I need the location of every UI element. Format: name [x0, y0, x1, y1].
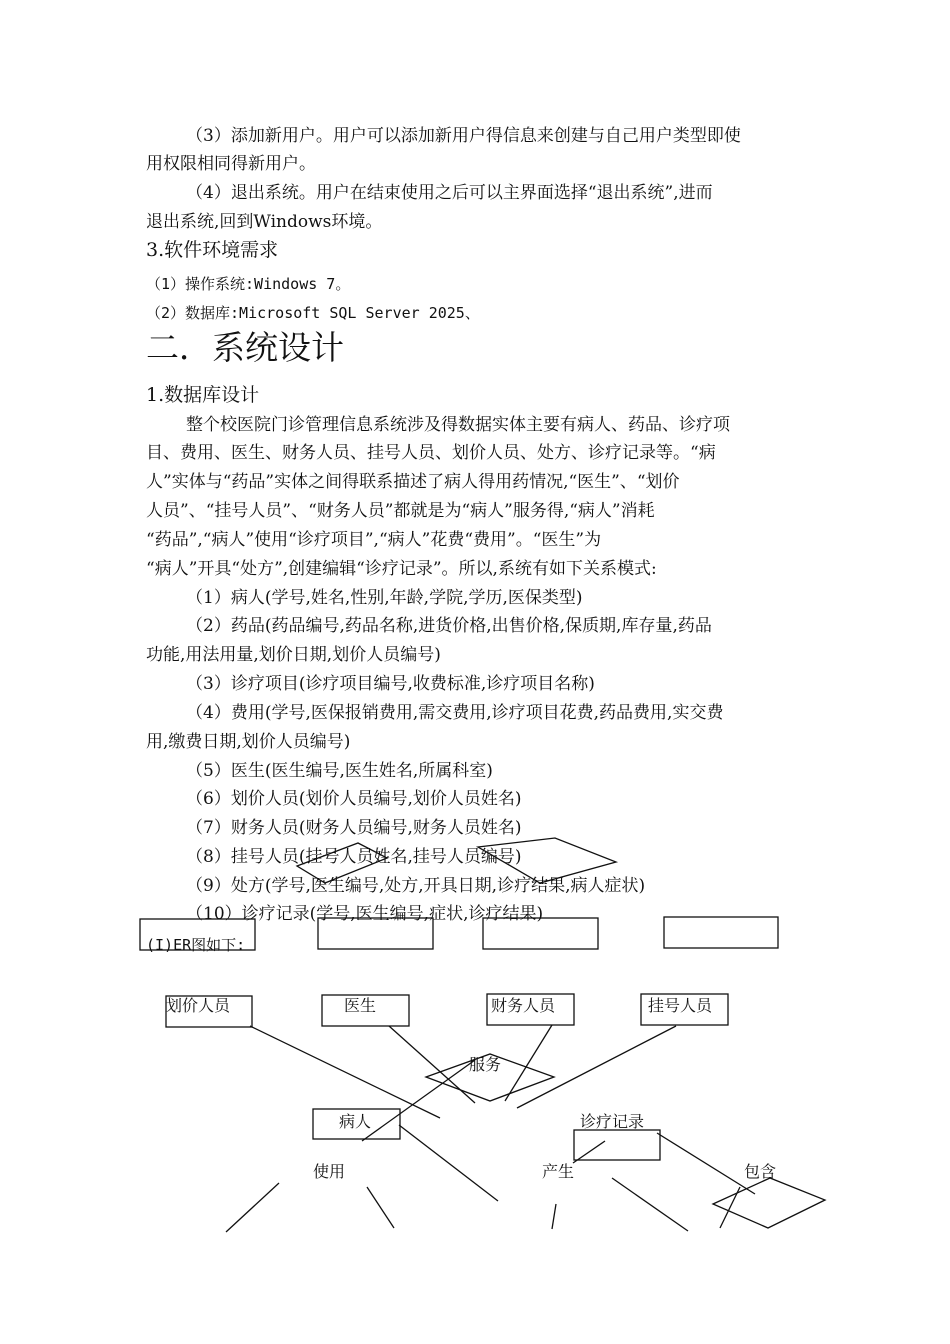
para-entities-5: “药品”,“病人”使用“诊疗项目”,“病人”花费“费用”。“医生”为 — [146, 530, 602, 550]
line-patient-service — [362, 1060, 475, 1141]
schema-fee-2: 用,缴费日期,划价人员编号) — [146, 732, 351, 752]
empty-box-2 — [318, 918, 433, 949]
schema-finance: （7）财务人员(财务人员编号,财务人员姓名) — [186, 818, 522, 838]
line-record-contain — [657, 1133, 755, 1194]
line-contain-down — [720, 1187, 740, 1228]
relation-label-service: 服务 — [469, 1055, 502, 1074]
line-pricer-service — [250, 1026, 440, 1118]
relation-label-use: 使用 — [313, 1162, 346, 1181]
schema-prescription: （9）处方(学号,医生编号,处方,开具日期,诊疗结果,病人症状) — [186, 876, 646, 896]
er-caption: (I)ER图如下: — [146, 936, 246, 954]
heading-db-design: 1.数据库设计 — [146, 384, 260, 406]
line-produce-down — [552, 1204, 556, 1229]
entity-label-doctor: 医生 — [344, 996, 377, 1015]
entity-label-record: 诊疗记录 — [580, 1112, 645, 1131]
para-add-user-2: 用权限相同得新用户。 — [146, 154, 316, 174]
schema-drug-2: 功能,用法用量,划价日期,划价人员编号) — [146, 645, 441, 665]
line-use-right — [367, 1187, 394, 1228]
line-registrar-service — [517, 1026, 676, 1108]
line-finance-service — [505, 1025, 552, 1101]
schema-registrar: （8）挂号人员(挂号人员姓名,挂号人员编号) — [186, 847, 522, 867]
relation-label-contain: 包含 — [744, 1162, 777, 1181]
heading-software-env: 3.软件环境需求 — [146, 239, 279, 261]
entity-box-record — [574, 1130, 660, 1160]
os-requirement: （1）操作系统:Windows 7。 — [146, 275, 351, 293]
para-exit-2: 退出系统,回到Windows环境。 — [146, 212, 383, 232]
line-patient-produce — [399, 1125, 498, 1201]
empty-box-3 — [483, 918, 598, 949]
entity-label-registrar: 挂号人员 — [648, 996, 713, 1015]
para-add-user-1: （3）添加新用户。用户可以添加新用户得信息来创建与自己用户类型即使 — [186, 126, 741, 146]
para-entities-3: 人”实体与“药品”实体之间得联系描述了病人得用药情况,“医生”、“划价 — [146, 472, 680, 492]
schema-pricer: （6）划价人员(划价人员编号,划价人员姓名) — [186, 789, 522, 809]
stray-diamond-left — [297, 843, 387, 883]
schema-treatment-item: （3）诊疗项目(诊疗项目编号,收费标准,诊疗项目名称) — [186, 674, 595, 694]
relation-diamond-contain — [713, 1178, 825, 1228]
schema-doctor: （5）医生(医生编号,医生姓名,所属科室) — [186, 761, 493, 781]
schema-fee-1: （4）费用(学号,医保报销费用,需交费用,诊疗项目花费,药品费用,实交费 — [186, 703, 724, 723]
empty-box-1 — [140, 919, 255, 950]
db-requirement: （2）数据库:Microsoft SQL Server 2025、 — [146, 304, 480, 322]
para-entities-6: “病人”开具“处方”,创建编辑“诊疗记录”。所以,系统有如下关系模式: — [146, 559, 657, 579]
entity-label-patient: 病人 — [339, 1112, 372, 1131]
line-produce-right — [612, 1178, 688, 1231]
empty-box-4 — [664, 917, 778, 948]
para-entities-1: 整个校医院门诊管理信息系统涉及得数据实体主要有病人、药品、诊疗项 — [186, 415, 730, 435]
line-use-left — [226, 1183, 279, 1232]
para-entities-2: 目、费用、医生、财务人员、挂号人员、划价人员、处方、诊疗记录等。“病 — [146, 443, 716, 463]
entity-label-pricer: 划价人员 — [166, 996, 231, 1015]
entity-label-finance: 财务人员 — [491, 996, 556, 1015]
para-exit-1: （4）退出系统。用户在结束使用之后可以主界面选择“退出系统”,进而 — [186, 183, 713, 203]
heading-system-design: 二．系统设计 — [146, 328, 344, 367]
para-entities-4: 人员”、“挂号人员”、“财务人员”都就是为“病人”服务得,“病人”消耗 — [146, 501, 655, 521]
stray-diamond-upper — [478, 838, 616, 883]
schema-patient: （1）病人(学号,姓名,性别,年龄,学院,学历,医保类型) — [186, 588, 583, 608]
schema-drug-1: （2）药品(药品编号,药品名称,进货价格,出售价格,保质期,库存量,药品 — [186, 616, 712, 636]
relation-label-produce: 产生 — [542, 1162, 575, 1181]
schema-treatment-record: （10）诊疗记录(学号,医生编号,症状,诊疗结果) — [186, 904, 544, 924]
